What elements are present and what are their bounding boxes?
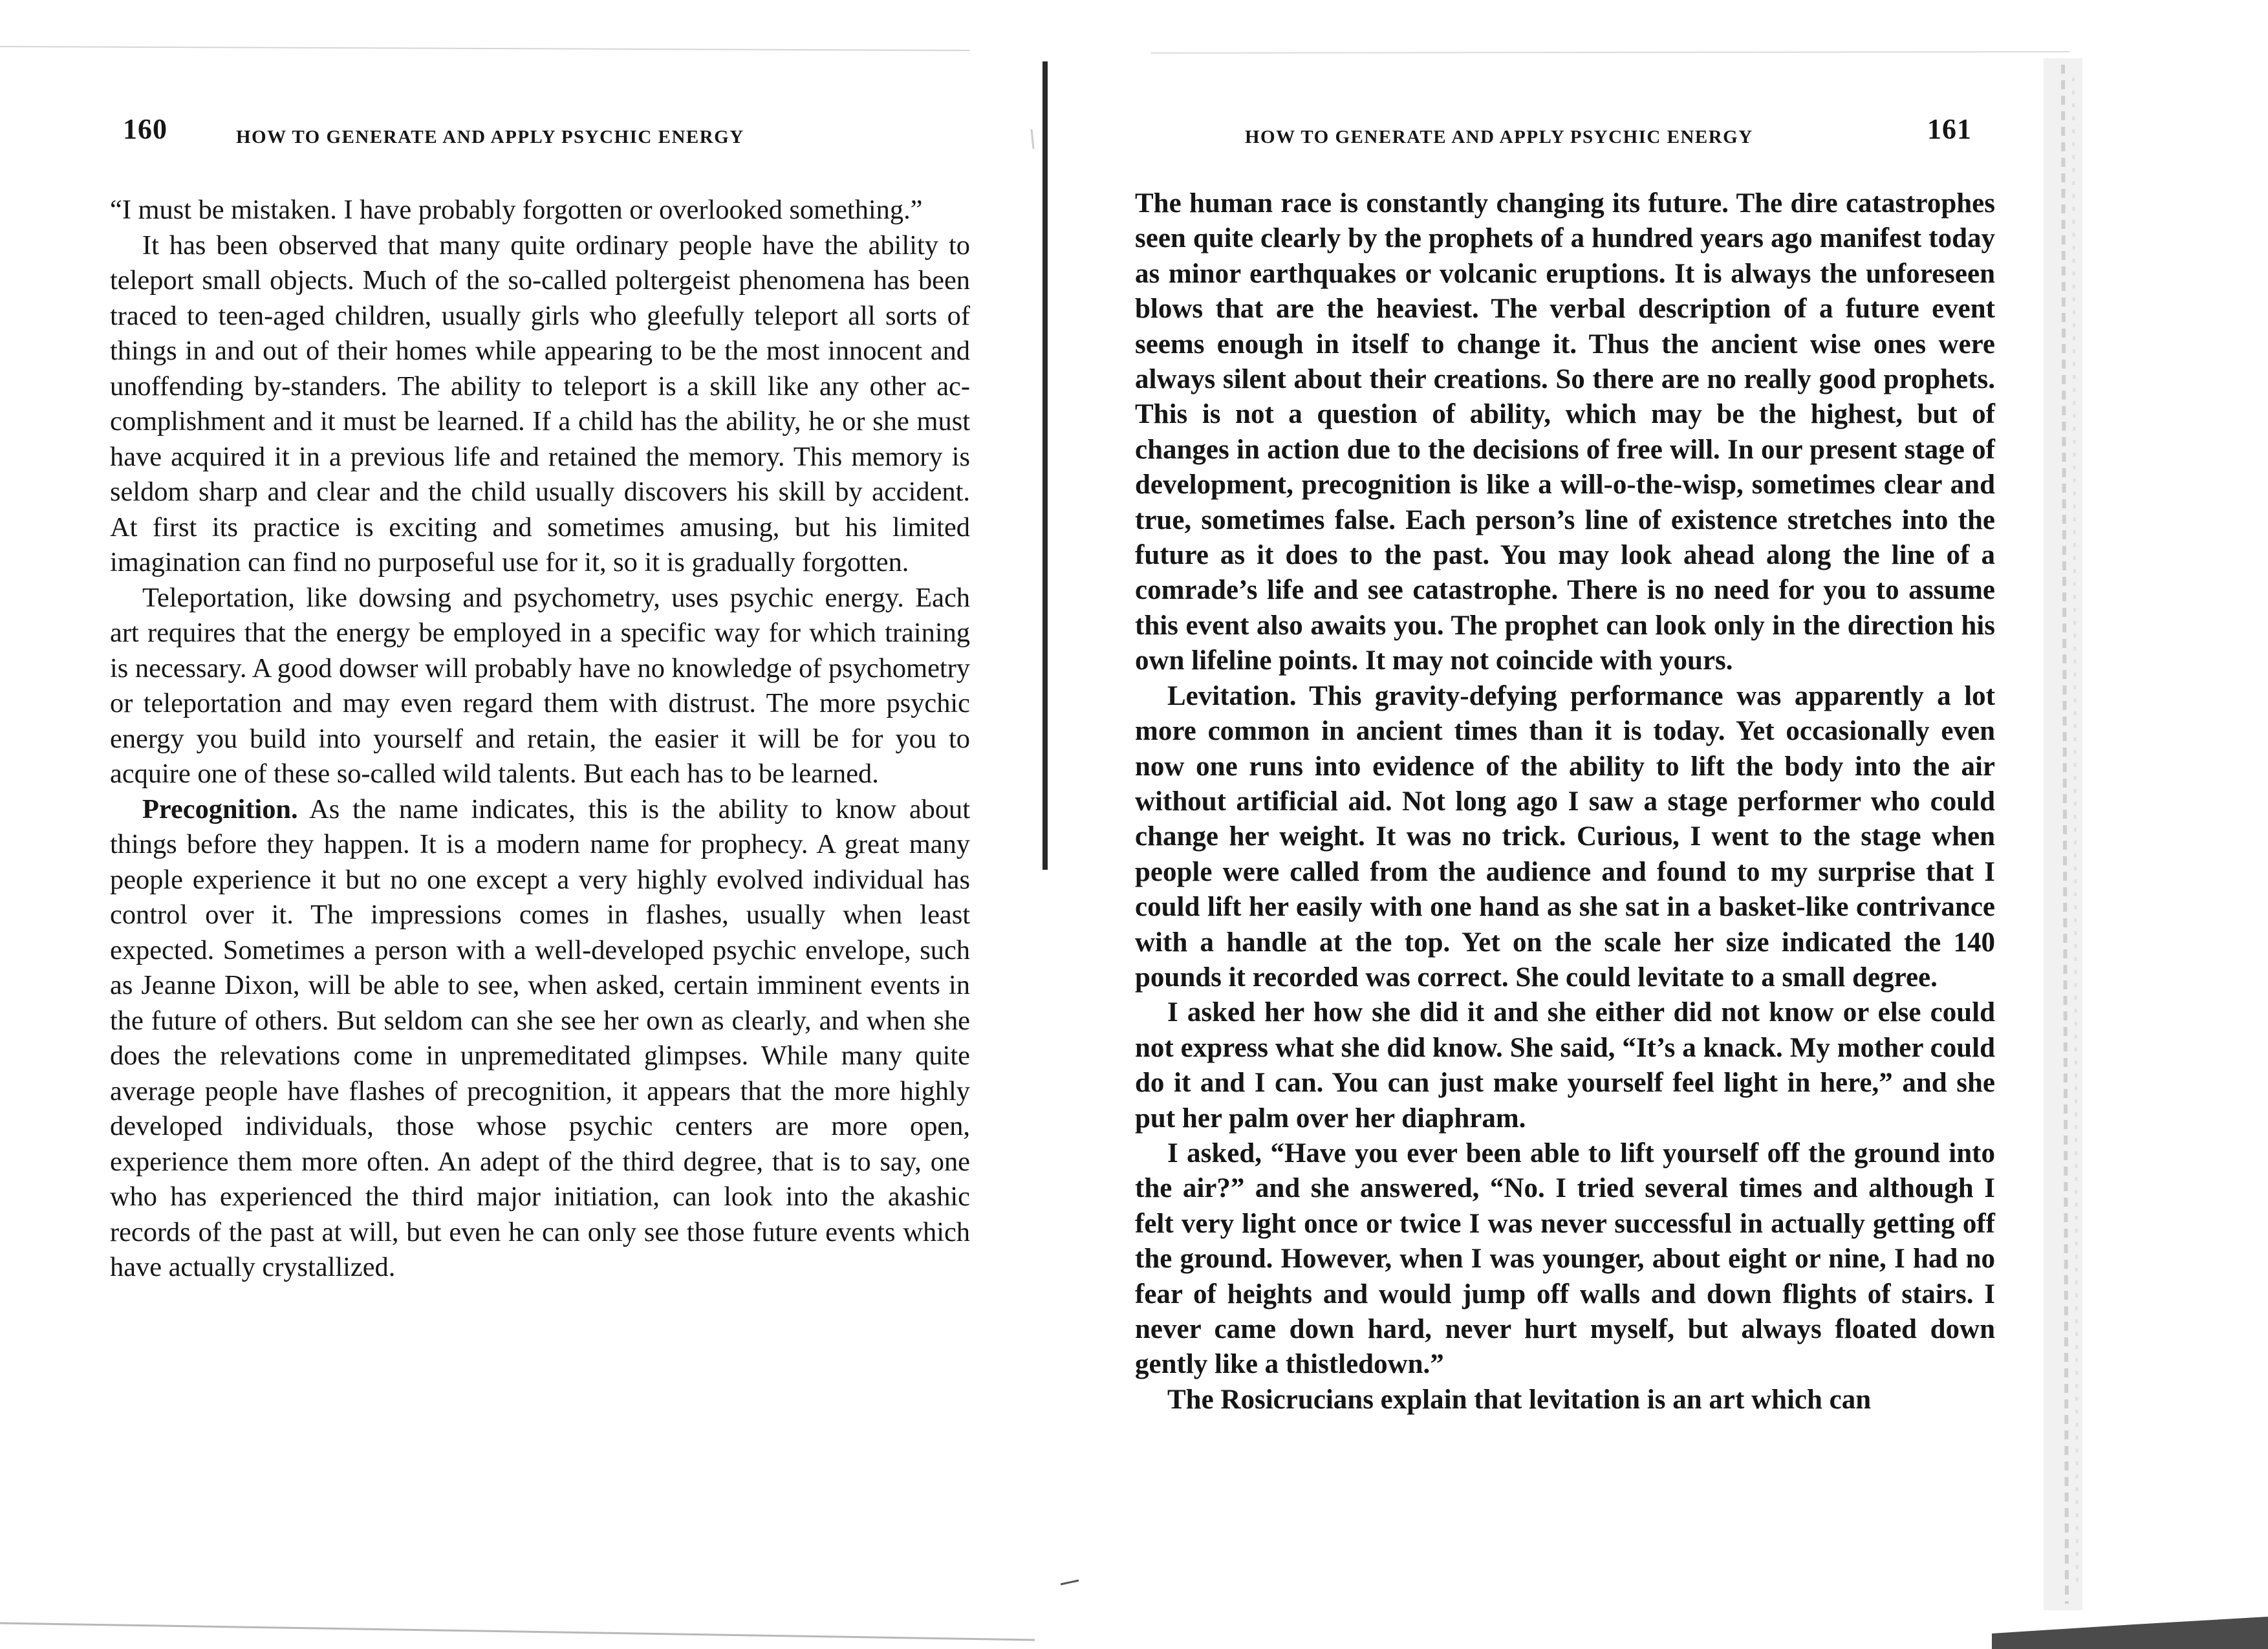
section-heading-levitation: Levitation. [1167, 680, 1297, 711]
right-running-head [1129, 110, 1995, 149]
running-head-title: HOW TO GENERATE AND APPLY PSYCHIC ENERGY [1245, 127, 1753, 147]
left-running-head [103, 110, 970, 149]
paragraph [1135, 1136, 1995, 1383]
binding-gutter-line [1042, 61, 1048, 870]
left-page [103, 110, 970, 1558]
paragraph-text: This gravity-defying performance was apparently a lot more common in ancient times than it is today. Yet occasionally even now one runs into evidence of the ability to lift the body into the air without artificial aid. Not long ago I saw a stage performer who could change her weight. It was no trick. Curious, I went to the stage when people were called from the audience and found to my surprise that I could lift her easily with one hand as she sat in a basket-like contrivance with a handle at the top. Yet on the scale her size indicated the 140 pounds it recorded was correct. She could levitate to a small degree. [1135, 680, 1995, 993]
paragraph [110, 193, 970, 228]
paragraph [1135, 186, 1995, 679]
section-heading-precognition: Precognition. [142, 793, 298, 824]
right-page [1129, 110, 1995, 1558]
page-number-161: 161 [1927, 113, 1972, 145]
paragraph-text: As the name indicates, this is the ability to know about things before they happen. It is a modern name for prophecy. A great many people experience it but no one except a very highly evolved individual has control over it. The impressions comes in flashes, usually when least expected. Sometimes a person with a well-developed psychic envelope, such as Jeanne Dixon, will be able to see, when asked, certain imminent events in the future of others. But seldom can she see her own as clearly, and when she does the relevations come in unpremeditated glimpses. While many quite average people have flashes of precognition, it appears that the more highly developed individuals, those whose psychic centers are more open, experience them more often. An adept of the third degree, that is to say, one who has experienced the third major initiation, can look into the akashic records of the past at will, but even he can only see those future events which have actually crystallized. [110, 793, 970, 1282]
page-number-160: 160 [123, 113, 167, 145]
paragraph [1135, 1383, 1995, 1417]
left-body-text [110, 193, 970, 1286]
right-body-text [1135, 186, 1995, 1417]
paragraph [110, 228, 970, 581]
paragraph [1135, 679, 1995, 996]
paragraph-text: “I must be mistaken. I have probably forgotten or overlooked something.” [110, 195, 923, 225]
paragraph [110, 792, 970, 1286]
paragraph-text: I asked her how she did it and she either did not know or else could not express what she did know. She said, “It’s a knack. My mother could do it and I can. You can just make yourself feel light in here,” and she put her palm over her diaphram. [1135, 997, 1995, 1134]
paragraph-text: The human race is constantly changing its future. The dire catastrophes seen quite clearly by the prophets of a hundred years ago manifest today as minor earthquakes or volcanic eruptions. It is always the unforeseen blows that are the heaviest. The verbal description of a future event seems enough in itself to change it. Thus the ancient wise ones were always silent about their creations. So there are no really good prophets. This is not a question of ability, which may be the highest, but of changes in action due to the decisions of free will. In our present stage of development, precognition is like a will-o-the-wisp, sometimes clear and true, sometimes false. Each person’s line of existence stretches into the future as it does to the past. You may look ahead along the line of a comrade’s life and see catastrophe. There is no need for you to assume this event also awaits you. The prophet can look only in the direction his own lifeline points. It may not coincide with yours. [1135, 188, 1995, 676]
paragraph [110, 581, 970, 792]
paragraph [1135, 995, 1995, 1136]
paragraph-text: It has been observed that many quite ordinary people have the ability to teleport small objects. Much of the so-called poltergeist phenomena has been traced to teen-aged children, usually girls who gleefully teleport all sorts of things in and out of their homes while appearing to be the most innocent and unoffending by-standers. The ability to teleport is a skill like any other accomplishment and it must be learned. If a child has the ability, he or she must have acquired it in a previous life and retained the memory. This memory is seldom sharp and clear and the child usually discovers his skill by accident. At first its practice is exciting and sometimes amusing, but his limited imagination can find no purposeful use for it, so it is gradually forgotten. [110, 230, 970, 577]
paragraph-text: The Rosicrucians explain that levitation is an art which can [1167, 1384, 1872, 1415]
running-head-title: HOW TO GENERATE AND APPLY PSYCHIC ENERGY [236, 127, 744, 147]
paragraph-text: I asked, “Have you ever been able to lift yourself off the ground into the air?” and she answered, “No. I tried several times and although I felt very light once or twice I was never successful in actually getting off the ground. However, when I was younger, about eight or nine, I had no fear of heights and would jump off walls and down flights of stairs. I never came down hard, never hurt myself, but always floated down gently like a thistledown.” [1135, 1137, 1995, 1380]
paragraph-text: Teleportation, like dowsing and psychometry, uses psychic energy. Each art requires that the energy be employed in a specific way for which training is necessary. A good dowser will probably have no knowledge of psychometry or teleportation and may even regard them with distrust. The more psychic energy you build into yourself and retain, the easier it will be for you to acquire one of these so-called wild talents. But each has to be learned. [110, 582, 970, 789]
